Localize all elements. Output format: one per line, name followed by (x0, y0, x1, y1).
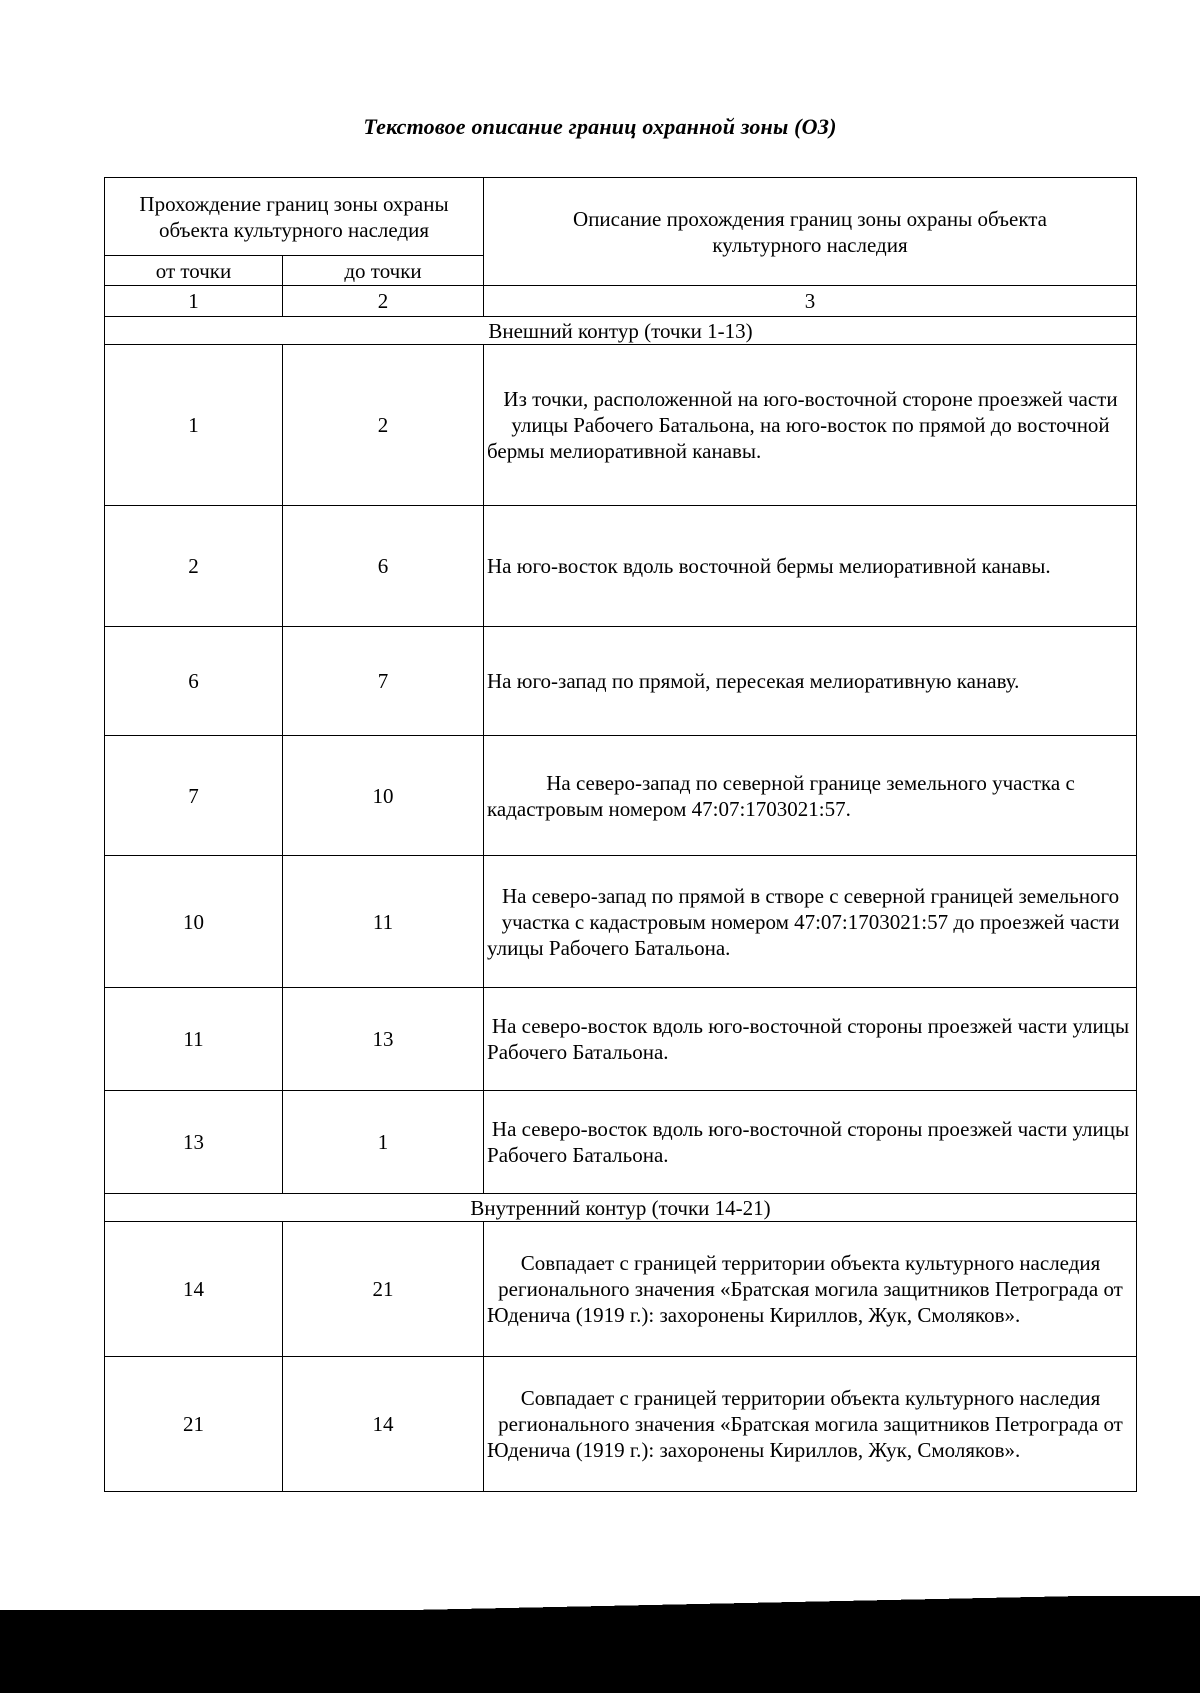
to-point: 6 (283, 506, 484, 627)
row-description (484, 856, 1137, 988)
from-point: 10 (105, 856, 283, 988)
row-description (484, 506, 1137, 627)
from-point: 21 (105, 1357, 283, 1492)
to-point: 1 (283, 1091, 484, 1194)
row-description (484, 736, 1137, 856)
from-point: 14 (105, 1222, 283, 1357)
section-row (105, 317, 1137, 345)
header-to: до точки (283, 256, 484, 286)
section-title: Внутренний контур (точки 14-21) (105, 1194, 1137, 1222)
table-row (105, 627, 1137, 736)
row-description-text: На северо-запад по прямой в створе с северной границей земельного участка с кадастровым номером 47:07:1703021:57 до проезжей части улицы Рабочего Батальона. (487, 883, 1120, 960)
scan-border (0, 1610, 1200, 1693)
to-point: 7 (283, 627, 484, 736)
row-description-text: Из точки, расположенной на юго-восточной стороне проезжей части улицы Рабочего Батальона, на юго-восток по прямой до восточной бермы мелиоративной канавы. (487, 387, 1118, 463)
column-number: 3 (484, 286, 1137, 317)
row-description-text: Совпадает с границей территории объекта культурного наследия регионального значения «Братская могила защитников Петрограда от Юденича (1919 г.): захоронены Кириллов, Жук, Смоляков». (487, 1251, 1123, 1327)
section-title: Внешний контур (точки 1-13) (105, 317, 1137, 345)
row-description-text: На юго-восток вдоль восточной бермы мелиоративной канавы. (487, 554, 1051, 578)
row-description-text: На юго-запад по прямой, пересекая мелиоративную канаву. (487, 669, 1020, 693)
row-description-text: Совпадает с границей территории объекта культурного наследия регионального значения «Братская могила защитников Петрограда от Юденича (1919 г.): захоронены Кириллов, Жук, Смоляков». (487, 1386, 1123, 1462)
row-description (484, 1222, 1137, 1357)
header-from: от точки (105, 256, 283, 286)
to-point: 13 (283, 988, 484, 1091)
table-row (105, 1222, 1137, 1357)
to-point: 21 (283, 1222, 484, 1357)
row-description (484, 988, 1137, 1091)
row-description (484, 1357, 1137, 1492)
row-description-text: На северо-восток вдоль юго-восточной стороны проезжей части улицы Рабочего Батальона. (487, 1117, 1130, 1167)
to-point: 11 (283, 856, 484, 988)
row-description (484, 345, 1137, 506)
from-point: 1 (105, 345, 283, 506)
column-number: 2 (283, 286, 484, 317)
column-numbers-row (105, 286, 1137, 317)
table-row (105, 988, 1137, 1091)
from-point: 13 (105, 1091, 283, 1194)
header-passage: Прохождение границ зоны охраны объекта культурного наследия (105, 178, 484, 256)
header-row (105, 178, 1137, 256)
from-point: 11 (105, 988, 283, 1091)
table-row (105, 1091, 1137, 1194)
section-row (105, 1194, 1137, 1222)
table-row (105, 736, 1137, 856)
row-description (484, 627, 1137, 736)
boundary-table (104, 177, 1137, 1492)
column-number: 1 (105, 286, 283, 317)
to-point: 2 (283, 345, 484, 506)
from-point: 6 (105, 627, 283, 736)
to-point: 14 (283, 1357, 484, 1492)
row-description (484, 1091, 1137, 1194)
table-row (105, 1357, 1137, 1492)
page-title: Текстовое описание границ охранной зоны (ОЗ) (363, 114, 837, 139)
header-description: Описание прохождения границ зоны охраны объекта культурного наследия (484, 178, 1137, 286)
row-description-text: На северо-запад по северной границе земельного участка с кадастровым номером 47:07:1703021:57. (487, 770, 1075, 821)
from-point: 2 (105, 506, 283, 627)
to-point: 10 (283, 736, 484, 856)
table-row (105, 506, 1137, 627)
row-description-text: На северо-восток вдоль юго-восточной стороны проезжей части улицы Рабочего Батальона. (487, 1014, 1130, 1064)
table-row (105, 856, 1137, 988)
table-row (105, 345, 1137, 506)
from-point: 7 (105, 736, 283, 856)
